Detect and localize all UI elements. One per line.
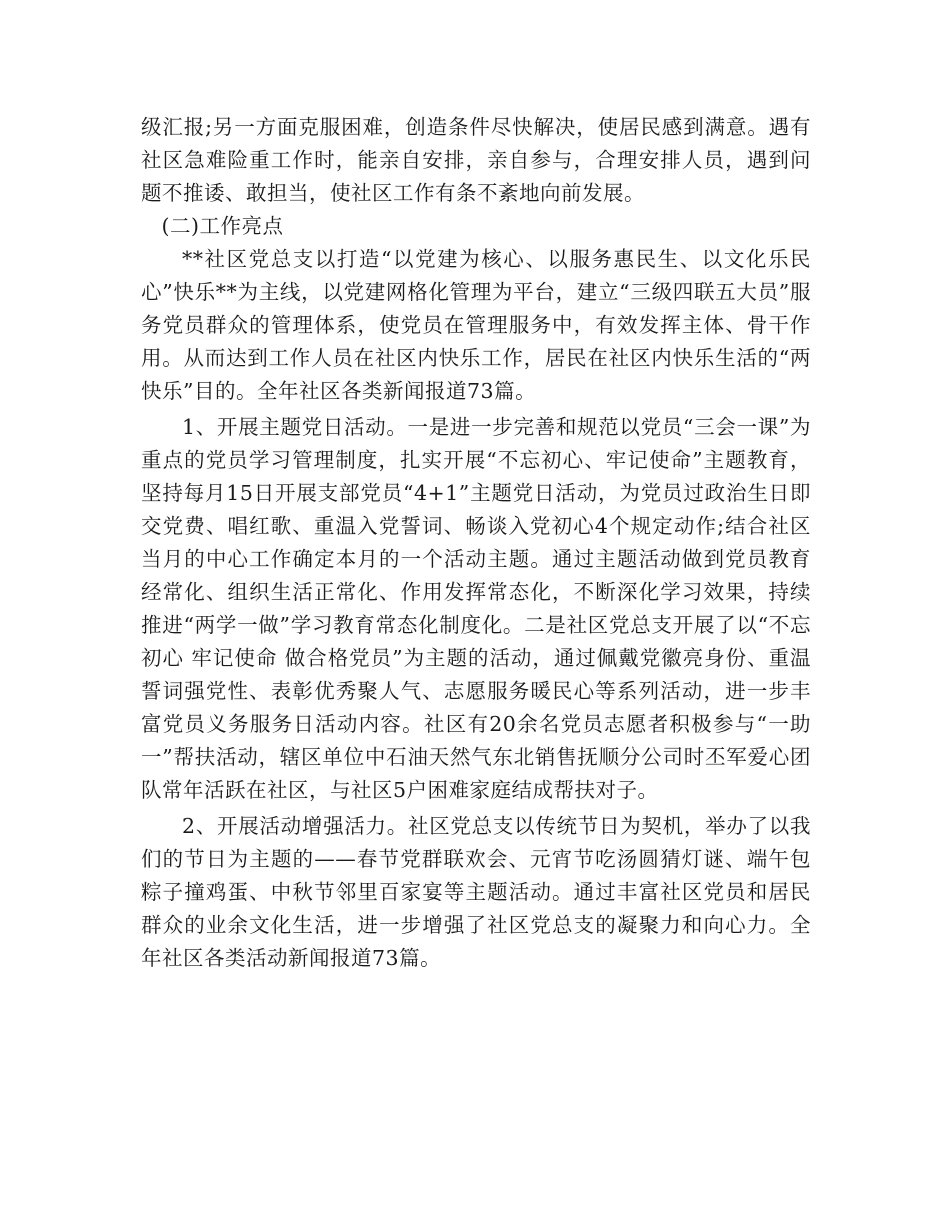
paragraph-continuation: 级汇报;另一方面克服困难，创造条件尽快解决，使居民感到满意。遇有社区急难险重工作时，能亲自安排，亲自参与，合理安排人员，遇到问题不推诿、敢担当，使社区工作有条不紊地向前发展。 [141, 115, 811, 205]
paragraph-intro: **社区党总支以打造“以党建为核心、以服务惠民生、以文化乐民心”快乐**为主线，以党建网格化管理为平台，建立“三级四联五大员”服务党员群众的管理体系，使党员在管理服务中，有效发挥主体、骨干作用。从而达到工作人员在社区内快乐工作，居民在社区内快乐生活的“两快乐”目的。全年社区各类新闻报道73篇。 [141, 247, 811, 403]
paragraph-item-1: 1、开展主题党日活动。一是进一步完善和规范以党员“三会一课”为重点的党员学习管理制度，扎实开展“不忘初心、牢记使命”主题教育，坚持每月15日开展支部党员“4+1”主题党日活动，为党员过政治生日即交党费、唱红歌、重温入党誓词、畅谈入党初心4个规定动作;结合社区当月的中心工作确定本月的一个活动主题。通过主题活动做到党员教育经常化、组织生活正常化、作用发挥常态化，不断深化学习效果，持续推进“两学一做”学习教育常态化制度化。二是社区党总支开展了以“不忘初心 牢记使命 做合格党员”为主题的活动，通过佩戴党徽亮身份、重温誓词强党性、表彰优秀聚人气、志愿服务暖民心等系列活动，进一步丰富党员义务服务日活动内容。社区有20余名党员志愿者积极参与“一助一”帮扶活动，辖区单位中石油天然气东北销售抚顺分公司时丕军爱心团队常年活跃在社区，与社区5户困难家庭结成帮扶对子。 [141, 415, 811, 802]
document-body [141, 111, 811, 975]
section-heading-work-highlights: (二)工作亮点 [161, 214, 284, 238]
paragraph-item-2: 2、开展活动增强活力。社区党总支以传统节日为契机，举办了以我们的节日为主题的——春节党群联欢会、元宵节吃汤圆猜灯谜、端午包粽子撞鸡蛋、中秋节邻里百家宴等主题活动。通过丰富社区党员和居民群众的业余文化生活，进一步增强了社区党总支的凝聚力和向心力。全年社区各类活动新闻报道73篇。 [141, 814, 811, 970]
